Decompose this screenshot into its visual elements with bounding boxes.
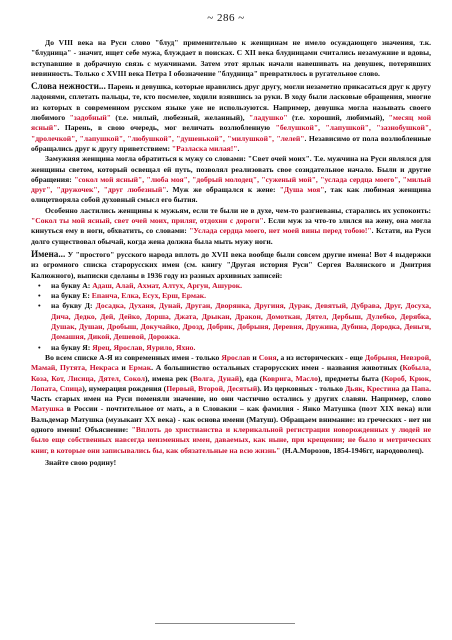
- page-number: ~ 286 ~: [207, 12, 245, 24]
- bullet-icon: •: [38, 280, 41, 290]
- bullet-icon: •: [38, 342, 41, 352]
- names-list: [31, 281, 431, 353]
- bullet-icon: •: [38, 301, 41, 311]
- list-item: • на букву А: Адаш, Алай, Ахмат, Алтух, Аргун, Ашурок.: [38, 280, 243, 290]
- article-body: [31, 38, 431, 468]
- paragraph-married: Замужняя женщина могла обратиться к мужу со словами: "Свет очей моих". Т.е. мужчина на Руси являлся для женщины светом, который освещал ей путь, позволял реализовать свое созидательное начало. Были и другие обращения: "сокол мой ясный", "люба моя", "добрый молодец", "суженый мой", "услада сердца моего", "милый друг", "дружочек", "друг любезный". Муж же обращался к жене: "Душа моя", так как любимая женщина олицетворяла собой духовный смысл его бытия.: [31, 154, 431, 205]
- list-item: • на букву Е: Епанча, Елка, Есух, Ерш, Ермак.: [38, 291, 207, 301]
- paragraph-names: Имена... У "простого" русского народа вплоть до XVII века вообще были совсем другие имена! Вот 4 выдержки из огромного списка старорусских имен (см. книгу "Другая история Руси" Сергея Валянского и Дмитрия Калюжного), выписки сделаны в 1936 году из разных архивных записей:: [31, 248, 431, 280]
- paragraph-blud: До VIII века на Руси слово "блуд" применительно к женщинам не имело осуждающего значения, т.к. "блудница" - значит, ищет себе мужа, блуждает в поисках. С XII века блудницами считались незамужние и вдовы, вступавшие в добрачную связь с мужчинами. Затем этот ярлык начали навешивать на девушек, потерявших невинность. Только с XVIII века Петра I обозначение "блудница" превратилось в ругательное слово.: [31, 38, 431, 78]
- section-heading-tenderness: Слова нежности...: [31, 81, 106, 92]
- footer-divider: [155, 623, 295, 624]
- paragraph-modern-names: Во всем списке А-Я из современных имен - только Ярослав и Соня, а из исторических - еще Добрыня, Невзрой, Мамай, Путята, Некраса и Ермак. А большинство остальных старорусских имен - названия животных (Кобыла, Коза, Кот, Лисица, Дятел, Сокол), имена рек (Волга, Дунай), еда (Ковригa, Масло), предметы быта (Короб, Крюк, Лопата, Спица), нумерация рождения (Первый, Второй, Десятый). Из церковных - только Дьяк, Крестина да Папа. Часть старых имен на Руси поменяли значение, но они частично остались у других славян. Например, слово Матушка в России - почтительное от мать, а в Словакии – как фамилия - Янко Матушка (поэт XIX века) или Вальдемар Матушка (музыкант XX века) - как основа имени (Матуш). Обращаем внимание: из греческих - нет ни одного имени! Объяснение: "Вплоть до христианства и клерикальной регистрации новорожденных у людей не было еще собственных навсегда неизменных имен, даваемых, как ныне, при крещении; не было и метрических книг, в которые они записывались бы, как обязательные на всю жизнь" (Н.А.Морозов, 1854-1946гг, народоволец).: [31, 352, 432, 455]
- bullet-icon: •: [38, 291, 41, 301]
- section-heading-names: Имена...: [31, 248, 66, 259]
- paragraph-tenderness: Слова нежности... Парень и девушка, которые нравились друг другу, могли незаметно прикасаться друг к другу ладонями, сплетать пальцы, те, кто посмелее, ходили взявшись за руки. В ходу были ласковые обращения, многие из которых в современном русском языке уже не используются. Например, девушка могла называть своего любимого "задобный" (т.е. милый, любезный, желанный), "ладушко" (т.е. хороший, любимый), "месяц мой ясный". Парень, в свою очередь, мог величать возлюбленную "белушкой", "лапушкой", "зазнобушкой", "дролечкой", "лапушкой", "любушкой", "душенькой", "милушкой", "лелей". Независимо от пола возлюбленные обращались друг к другу приветствием: "Разласка милая!".: [31, 81, 432, 153]
- paragraph-comfort: Особенно ластились женщины к мужьям, если те были не в духе, чем-то разгневаны, старались их успокоить: "Сокол ты мой ясный, свет очей моих, приляг, отдохни с дороги". Если муж за что-то злился на жену, она могла кинуться ему в ноги, обхватить, со словами: "Услада сердца моего, нет моей вины перед тобою!". Кстати, на Руси долго существовал обычай, когда жена должна была мыть мужу ноги.: [31, 205, 431, 246]
- closing-line: Знайте свою родину!: [45, 457, 117, 467]
- list-item: • на букву Я: Ярец, Ярослав, Яурило, Яхно.: [38, 342, 196, 352]
- list-item: • на букву Д: Досадка, Духаня, Дунай, Друган, Дворянка, Другиня, Дурак, Девятый, Дубрава, Друг, Досуха, Дича, Дедко, Дей, Дейко, Дорша, Джата, Дрыкан, Дракон, Домоткан, Дятел, Дербыш, Дулебко, Дерябка, Душак, Душан, Дробыш, Докучайко, Дрозд, Добрик, Добрыня, Деревня, Дружина, Дубина, Дородка, Деньги, Домашня, Дикой, Дешевой, Дорожка.: [38, 301, 431, 342]
